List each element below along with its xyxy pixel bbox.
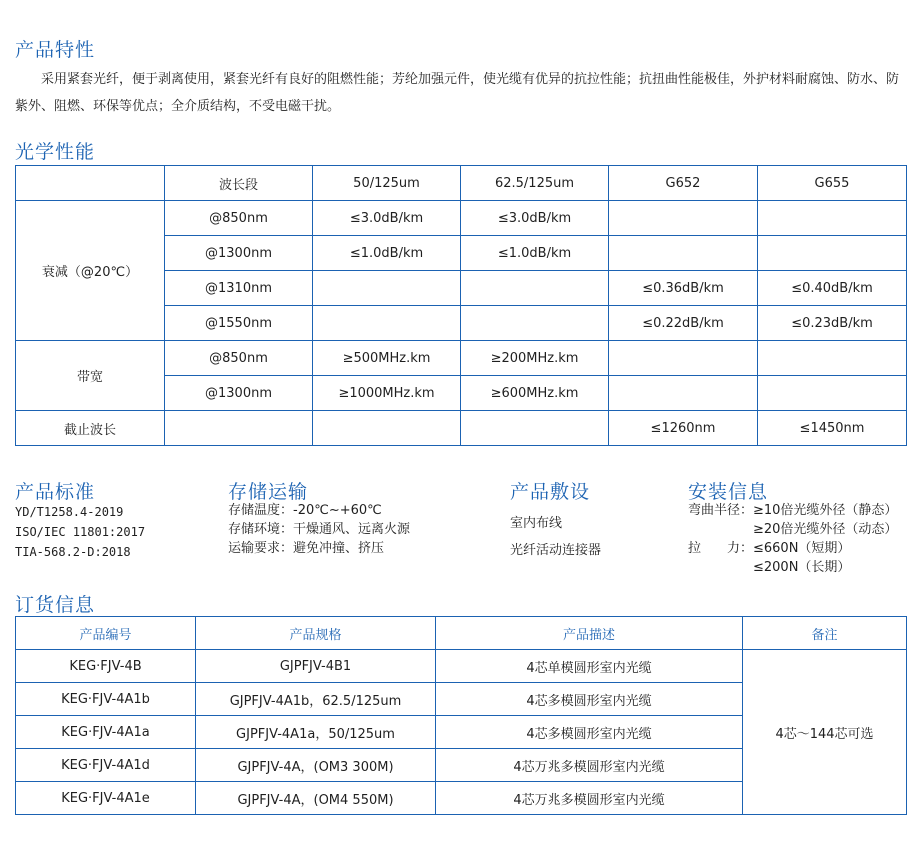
laying-item: 室内布线 bbox=[510, 516, 563, 531]
install-line: 弯曲半径：≥10倍光缆外径（静态） bbox=[688, 503, 898, 518]
storage-item: 存储温度：-20℃~+60℃ bbox=[228, 503, 382, 518]
order-cell: GJPFJV-4B1 bbox=[196, 650, 436, 683]
order-cell: KEG·FJV-4A1a bbox=[16, 716, 196, 749]
order-cell: GJPFJV-4A，(OM4 550M) bbox=[196, 782, 436, 815]
order-cell: GJPFJV-4A1a，50/125um bbox=[196, 716, 436, 749]
install-line: ≤200N（长期） bbox=[753, 560, 851, 575]
optics-cell: ≥1000MHz.km bbox=[313, 376, 461, 411]
order-header-cell: 产品规格 bbox=[196, 617, 436, 650]
optics-header-row bbox=[16, 166, 907, 201]
order-cell: KEG·FJV-4A1e bbox=[16, 782, 196, 815]
order-note: 4芯～144芯可选 bbox=[743, 650, 907, 815]
optics-cell bbox=[461, 271, 609, 306]
optics-cell: @1550nm bbox=[165, 306, 313, 341]
optics-row bbox=[16, 341, 907, 376]
optics-header-cell: G655 bbox=[758, 166, 907, 201]
optics-cell: ≥200MHz.km bbox=[461, 341, 609, 376]
order-table bbox=[15, 616, 907, 815]
optics-cell: ≤0.40dB/km bbox=[758, 271, 907, 306]
order-cell: 4芯多模圆形室内光缆 bbox=[436, 683, 743, 716]
optics-cell bbox=[165, 411, 313, 446]
optics-group-label: 截止波长 bbox=[16, 411, 165, 446]
optics-cell bbox=[609, 376, 758, 411]
optics-cell bbox=[758, 376, 907, 411]
order-header-cell: 产品描述 bbox=[436, 617, 743, 650]
optics-cell: ≤1450nm bbox=[758, 411, 907, 446]
order-cell: 4芯万兆多模圆形室内光缆 bbox=[436, 749, 743, 782]
storage-item: 存储环境：干燥通风、远离火源 bbox=[228, 522, 411, 537]
order-cell: KEG·FJV-4B bbox=[16, 650, 196, 683]
order-header-cell: 备注 bbox=[743, 617, 907, 650]
optics-cell bbox=[313, 411, 461, 446]
optics-cell: ≤3.0dB/km bbox=[461, 201, 609, 236]
optics-header-cell: 波长段 bbox=[165, 166, 313, 201]
optics-cell bbox=[461, 411, 609, 446]
order-cell: 4芯多模圆形室内光缆 bbox=[436, 716, 743, 749]
standard-item: TIA-568.2-D:2018 bbox=[15, 545, 131, 559]
optics-cell bbox=[313, 271, 461, 306]
laying-item: 光纤活动连接器 bbox=[510, 543, 602, 558]
optics-header-cell bbox=[16, 166, 165, 201]
install-list bbox=[688, 501, 897, 577]
optics-group-label: 带宽 bbox=[16, 341, 165, 411]
standard-item: ISO/IEC 11801:2017 bbox=[15, 525, 146, 539]
optics-cell: ≤1.0dB/km bbox=[461, 236, 609, 271]
optics-title: 光学性能 bbox=[15, 141, 96, 163]
laying-list bbox=[510, 510, 601, 564]
order-cell: GJPFJV-4A，(OM3 300M) bbox=[196, 749, 436, 782]
optics-cell: @850nm bbox=[165, 201, 313, 236]
optics-cell: ≥600MHz.km bbox=[461, 376, 609, 411]
install-line: 拉 力：≤660N（短期） bbox=[688, 541, 851, 556]
standards-title: 产品标准 bbox=[15, 481, 96, 503]
optics-cell: @1300nm bbox=[165, 236, 313, 271]
optics-cell bbox=[609, 201, 758, 236]
optics-cell bbox=[461, 306, 609, 341]
order-cell: KEG·FJV-4A1d bbox=[16, 749, 196, 782]
optics-cell: ≤0.23dB/km bbox=[758, 306, 907, 341]
optics-cell: @1300nm bbox=[165, 376, 313, 411]
optics-cell: ≤1.0dB/km bbox=[313, 236, 461, 271]
optics-row bbox=[16, 411, 907, 446]
optics-cell bbox=[609, 341, 758, 376]
optics-group-label: 衰减（@20℃） bbox=[16, 201, 165, 341]
optics-cell: @1310nm bbox=[165, 271, 313, 306]
order-header-cell: 产品编号 bbox=[16, 617, 196, 650]
optics-cell: ≥500MHz.km bbox=[313, 341, 461, 376]
order-cell: GJPFJV-4A1b，62.5/125um bbox=[196, 683, 436, 716]
features-title: 产品特性 bbox=[15, 39, 96, 61]
optics-cell: ≤0.36dB/km bbox=[609, 271, 758, 306]
standard-item: YD/T1258.4-2019 bbox=[15, 505, 124, 519]
optics-cell bbox=[758, 201, 907, 236]
optics-cell: ≤3.0dB/km bbox=[313, 201, 461, 236]
optics-cell: ≤1260nm bbox=[609, 411, 758, 446]
storage-list bbox=[228, 501, 410, 558]
storage-title: 存储运输 bbox=[228, 481, 309, 503]
order-cell: KEG·FJV-4A1b bbox=[16, 683, 196, 716]
optics-cell: @850nm bbox=[165, 341, 313, 376]
optics-header-cell: G652 bbox=[609, 166, 758, 201]
optics-row bbox=[16, 201, 907, 236]
order-cell: 4芯万兆多模圆形室内光缆 bbox=[436, 782, 743, 815]
optics-header-cell: 62.5/125um bbox=[461, 166, 609, 201]
optics-table bbox=[15, 165, 907, 446]
order-cell: 4芯单模圆形室内光缆 bbox=[436, 650, 743, 683]
order-title: 订货信息 bbox=[15, 594, 96, 616]
features-text: 采用紧套光纤，便于剥离使用，紧套光纤有良好的阻燃性能；芳纶加强元件，使光缆有优异的抗拉性能；抗扭曲性能极佳，外护材料耐腐蚀、防水、防紫外、阻燃、环保等优点；全介质结构，不受电磁干扰。 bbox=[15, 72, 900, 114]
optics-cell bbox=[313, 306, 461, 341]
order-row bbox=[16, 650, 907, 683]
optics-cell bbox=[758, 236, 907, 271]
laying-title: 产品敷设 bbox=[510, 481, 591, 503]
optics-cell bbox=[758, 341, 907, 376]
optics-header-cell: 50/125um bbox=[313, 166, 461, 201]
standards-list bbox=[15, 502, 145, 562]
install-line: ≥20倍光缆外径（动态） bbox=[753, 522, 898, 537]
storage-item: 运输要求：避免冲撞、挤压 bbox=[228, 541, 385, 556]
install-title: 安装信息 bbox=[688, 481, 769, 503]
optics-cell: ≤0.22dB/km bbox=[609, 306, 758, 341]
optics-cell bbox=[609, 236, 758, 271]
